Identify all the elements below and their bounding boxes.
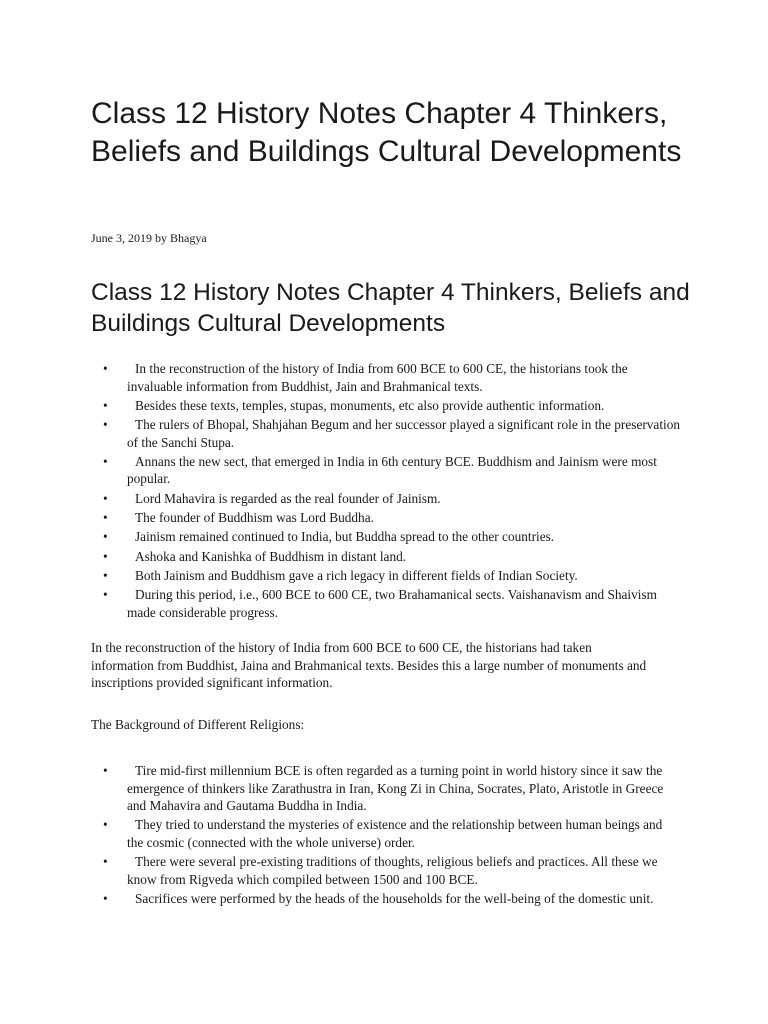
list-item-text: Sacrifices were performed by the heads of the households for the well-being of the domestic unit.	[135, 890, 654, 906]
bullet-icon: •	[103, 854, 108, 870]
list-item	[91, 416, 681, 451]
list-item-text: There were several pre-existing traditions of thoughts, religious beliefs and practices. All these we know from Rigveda which compiled between 1500 and 100 BCE.	[127, 854, 658, 887]
list-item-text: They tried to understand the mysteries of existence and the relationship between human beings and the cosmic (connected with the whole universe) order.	[127, 817, 663, 850]
bullet-icon: •	[103, 417, 108, 433]
section-title: Class 12 History Notes Chapter 4 Thinkers, Beliefs and Buildings Cultural Developments	[91, 279, 690, 337]
list-item-text: In the reconstruction of the history of India from 600 BCE to 600 CE, the historians took the invaluable information from Buddhist, Jain and Brahmanical texts.	[127, 361, 628, 394]
bullet-icon: •	[103, 397, 108, 413]
list-item-text: Lord Mahavira is regarded as the real founder of Jainism.	[135, 490, 441, 506]
list-item-text: Both Jainism and Buddhism gave a rich legacy in different fields of Indian Society.	[135, 567, 578, 583]
summary-list	[91, 360, 681, 623]
bullet-icon: •	[103, 453, 108, 469]
list-item	[91, 890, 681, 908]
bullet-icon: •	[103, 763, 108, 778]
list-item	[91, 586, 681, 621]
bullet-icon: •	[103, 817, 108, 833]
list-item	[91, 360, 681, 395]
bullet-icon: •	[103, 361, 108, 376]
list-item	[91, 528, 681, 546]
list-item-text: Besides these texts, temples, stupas, monuments, etc also provide authentic information.	[135, 397, 605, 413]
list-item	[91, 509, 681, 527]
bullet-icon: •	[103, 587, 108, 603]
list-item-text: During this period, i.e., 600 BCE to 600 CE, two Brahamanical sects. Vaishanavism and Shaivism made considerable progress.	[127, 587, 657, 620]
list-item	[91, 762, 681, 815]
intro-paragraph: In the reconstruction of the history of India from 600 BCE to 600 CE, the historians had taken information from Buddhist, Jaina and Brahmanical texts. Besides this a large number of monuments and inscriptions provided significant information.	[91, 640, 647, 690]
list-item	[91, 816, 681, 851]
list-item-text: Tire mid-first millennium BCE is often regarded as a turning point in world history since it saw the emergence of thinkers like Zarathustra in Iran, Kong Zi in China, Socrates, Plato, Aristotle in Greece and Mahavira and Gautama Buddha in India.	[127, 763, 664, 813]
bullet-icon: •	[103, 490, 108, 506]
list-item	[91, 853, 681, 888]
background-list	[91, 762, 681, 909]
list-item-text: The rulers of Bhopal, Shahjahan Begum and her successor played a significant role in the preservation of the Sanchi Stupa.	[127, 417, 681, 450]
bullet-icon: •	[103, 890, 108, 906]
list-item	[91, 453, 681, 488]
list-item-text: Jainism remained continued to India, but Buddha spread to the other countries.	[135, 529, 555, 545]
list-item	[91, 548, 681, 566]
bullet-icon: •	[103, 567, 108, 583]
list-item-text: The founder of Buddhism was Lord Buddha.	[135, 509, 374, 525]
list-item	[91, 490, 681, 508]
background-heading: The Background of Different Religions:	[91, 717, 305, 732]
bullet-icon: •	[103, 548, 108, 564]
list-item-text: Annans the new sect, that emerged in India in 6th century BCE. Buddhism and Jainism were most popular.	[127, 453, 657, 487]
list-item	[91, 567, 681, 585]
list-item-text: Ashoka and Kanishka of Buddhism in distant land.	[135, 548, 407, 564]
list-item	[91, 397, 681, 415]
page-title: Class 12 History Notes Chapter 4 Thinkers, Beliefs and Buildings Cultural Developments	[91, 97, 682, 168]
bullet-icon: •	[103, 509, 108, 525]
post-meta: June 3, 2019 by Bhagya	[91, 231, 207, 245]
bullet-icon: •	[103, 529, 108, 545]
